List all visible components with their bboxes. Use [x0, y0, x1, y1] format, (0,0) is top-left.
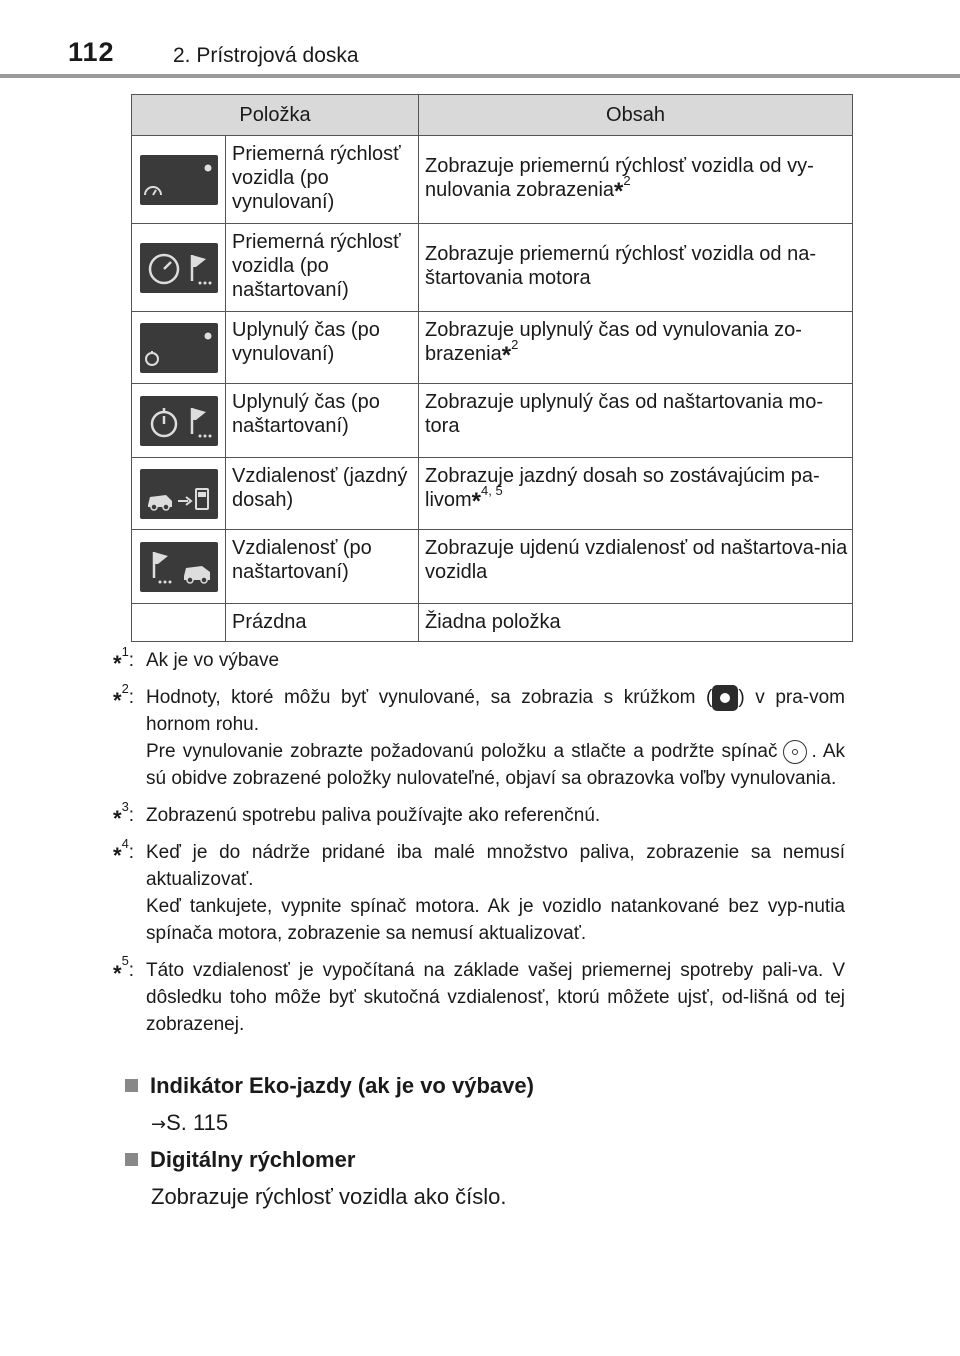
item-name: Priemerná rýchlosť vozidla (po vynulovaní) — [226, 136, 419, 224]
item-name: Prázdna — [226, 604, 419, 642]
section-heading: Indikátor Eko-jazdy (ak je vo výbave) — [150, 1073, 534, 1098]
column-header-content: Obsah — [419, 95, 853, 136]
avg-speed-start-icon — [140, 243, 218, 293]
section-digital-speedometer — [125, 1147, 355, 1173]
column-header-item: Položka — [132, 95, 419, 136]
header-rule — [0, 74, 960, 78]
item-name: Uplynulý čas (po vynulovaní) — [226, 312, 419, 384]
table-row — [132, 458, 853, 530]
driving-range-icon — [140, 469, 218, 519]
table-row — [132, 224, 853, 312]
footnote-2: *$^2$: Hodnoty, ktoré môžu byť vynulované, sa zobrazia s krúžkom ( ) v pra-vom hornom rohu. Pre vynulovanie zobrazte požadovanú položku a stlačte a podržte spínač . Ak sú obidve zobrazené položky nulovateľné, objaví sa obrazovka voľby vynulovania. — [113, 680, 846, 789]
page-number: 112 — [68, 37, 115, 67]
section-reference[interactable] — [151, 1110, 228, 1136]
icon-cell — [132, 458, 226, 530]
icon-cell — [132, 384, 226, 458]
section-heading: Digitálny rýchlomer — [150, 1147, 356, 1172]
item-content: Zobrazuje priemernú rýchlosť vozidla od vy-nulovania zobrazenia*$^2$ — [419, 136, 853, 224]
meter-control-switch-icon — [783, 740, 807, 764]
item-name: Priemerná rýchlosť vozidla (po naštartovaní) — [226, 224, 419, 312]
section-eco-indicator — [125, 1073, 534, 1099]
footnote-4: *$^4$: Keď je do nádrže pridané iba malé množstvo paliva, zobrazenie sa nemusí aktualizovať. Keď tankujete, vypnite spínač motora. Ak je vozidlo natankované bez vyp-nutia spínača motora, zobrazenie sa nemusí aktualizovať. — [113, 835, 845, 944]
table-row — [132, 530, 853, 604]
table-row — [132, 604, 853, 642]
arrow-right-icon: → — [151, 1114, 167, 1135]
chapter-title: 2. Prístrojová doska — [173, 44, 359, 67]
item-content: Zobrazuje ujdenú vzdialenosť od naštartova-nia vozidla — [419, 530, 853, 604]
table-row — [132, 384, 853, 458]
table-row — [132, 136, 853, 224]
page-reference-link[interactable]: S. 115 — [166, 1110, 229, 1135]
footnote-3: *$^3$: Zobrazenú spotrebu paliva používajte ako referenčnú. — [113, 798, 601, 831]
item-table — [131, 94, 853, 642]
table-header-row — [132, 95, 853, 136]
icon-cell — [132, 224, 226, 312]
page-header — [0, 0, 960, 80]
square-bullet-icon — [125, 1153, 138, 1166]
elapsed-time-start-icon — [140, 396, 218, 446]
item-content: Zobrazuje uplynulý čas od naštartovania mo-tora — [419, 384, 853, 458]
table-row — [132, 312, 853, 384]
item-content: Zobrazuje priemernú rýchlosť vozidla od na-štartovania motora — [419, 224, 853, 312]
square-bullet-icon — [125, 1079, 138, 1092]
avg-speed-reset-icon — [140, 155, 218, 205]
item-content: Žiadna položka — [419, 604, 853, 642]
distance-since-start-icon — [140, 542, 218, 592]
item-name: Vzdialenosť (jazdný dosah) — [226, 458, 419, 530]
footnote-5: *$^5$: Táto vzdialenosť je vypočítaná na základe vašej priemernej spotreby pali-va. V dôsledku toho môže byť skutočná vzdialenosť, ktorú môžete ujsť, od-lišná od tej zobrazenej. — [113, 953, 845, 1035]
item-content: Zobrazuje uplynulý čas od vynulovania zo-brazenia*$^2$ — [419, 312, 853, 384]
item-content: Zobrazuje jazdný dosah so zostávajúcim pa-livom*$^{4, 5}$ — [419, 458, 853, 530]
footnotes — [110, 643, 846, 1049]
item-name: Uplynulý čas (po naštartovaní) — [226, 384, 419, 458]
reset-dot-icon — [712, 685, 738, 711]
icon-cell — [132, 136, 226, 224]
icon-cell — [132, 530, 226, 604]
section-body-text: Zobrazuje rýchlosť vozidla ako číslo. — [151, 1184, 507, 1209]
icon-cell-empty — [132, 604, 226, 642]
footnote-1: *$^1$: Ak je vo výbave — [113, 643, 280, 676]
elapsed-time-reset-icon — [140, 323, 218, 373]
icon-cell — [132, 312, 226, 384]
item-name: Vzdialenosť (po naštartovaní) — [226, 530, 419, 604]
